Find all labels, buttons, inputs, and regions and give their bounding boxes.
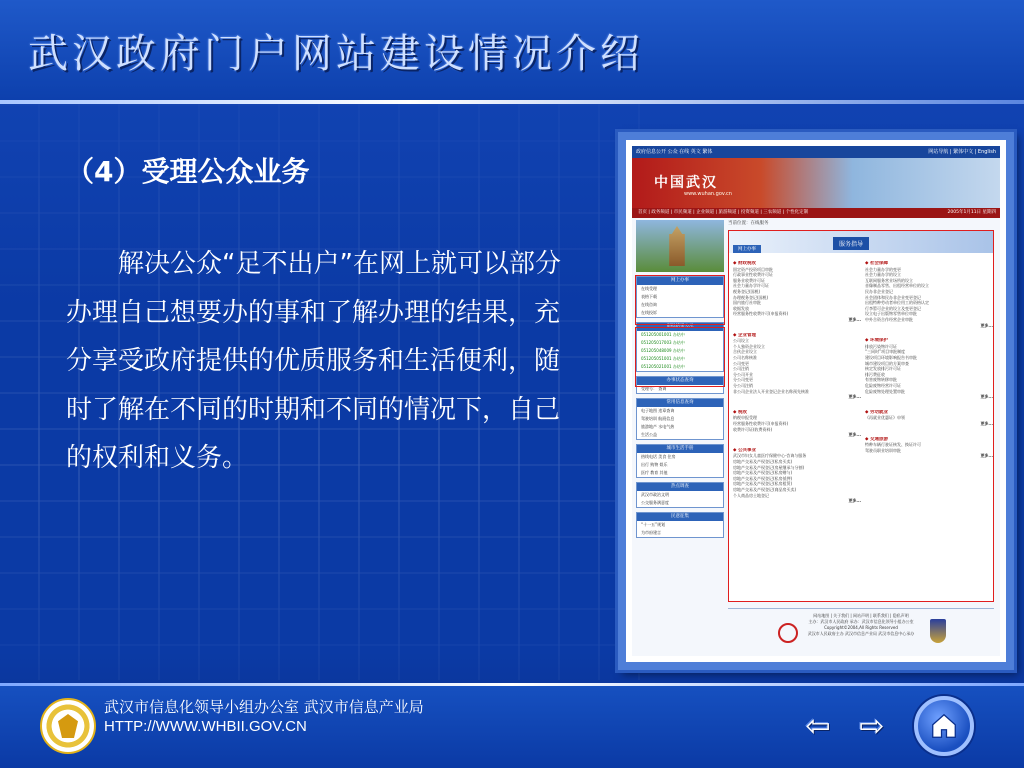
- site-left-panel-row[interactable]: 051205017003 办结中: [641, 340, 685, 345]
- service-section-title: ◆ 企业管理: [733, 332, 757, 338]
- site-nav-links[interactable]: 首页 | 政务频道 | 市民频道 | 企业频道 | 旅游频道 | 投资频道 | 三农频道 | 个性化定制: [638, 210, 809, 215]
- site-left-panel-title: 网上办事: [637, 277, 723, 285]
- website-screenshot-frame: [618, 132, 1014, 670]
- site-left-panel-title: 常用信息查询: [637, 399, 723, 407]
- site-top-right[interactable]: 网站导航 | 繁体中文 | English: [928, 149, 996, 155]
- site-left-panel-title: 办事状态查询: [637, 377, 723, 385]
- service-link[interactable]: “三同时”项目审批制度: [865, 349, 906, 355]
- service-link[interactable]: 中外合资合作经营企业审批: [865, 316, 913, 322]
- service-link[interactable]: 公司设立: [733, 338, 749, 344]
- site-left-panel-row[interactable]: 051205048009 办结中: [641, 348, 685, 353]
- service-section: [865, 338, 993, 400]
- service-link[interactable]: 行政事业性收费许可证: [733, 272, 773, 278]
- service-link[interactable]: 经营服务性收费许可(申报资料): [733, 420, 789, 426]
- site-left-panel-row[interactable]: 电子地图 违章查询: [641, 408, 675, 413]
- site-left-column: [636, 220, 724, 580]
- service-section-title: ◆ 劳动就业: [865, 409, 889, 415]
- service-link[interactable]: 《再就业优惠证》申领: [865, 415, 905, 421]
- site-left-panel-row[interactable]: 051205051001 办结中: [641, 356, 685, 361]
- site-footer-line: 武汉市人民政府主办 武汉市信息产业局 武汉市信息中心承办: [807, 631, 915, 636]
- service-link[interactable]: 城市建设项目的方案审查: [865, 360, 909, 366]
- header-bar: [0, 0, 1024, 100]
- service-link[interactable]: 互联网服务营业场所的设立: [865, 277, 913, 283]
- service-link[interactable]: 房地产交易及产权登记(房屋继承与分割): [733, 464, 805, 470]
- service-section-title: ◆ 社会保障: [865, 261, 889, 266]
- service-link[interactable]: 武汉市妇女儿童医疗保健中心·咨询与服务: [733, 453, 807, 459]
- site-left-panel-row[interactable]: 在线受理: [641, 286, 657, 291]
- service-section-title: ◆ 环境保护: [865, 338, 889, 344]
- site-left-panel-row[interactable]: 驾驶培训 航班信息: [641, 416, 675, 421]
- footer-url[interactable]: HTTP://WWW.WHBII.GOV.CN: [104, 718, 307, 735]
- more-link[interactable]: 更多...: [848, 498, 861, 504]
- service-link[interactable]: 行李暂可企业的设立及变更登记: [865, 305, 921, 311]
- service-tab[interactable]: 网上办事: [733, 245, 761, 253]
- service-section-title: ◆ 公共事业: [733, 447, 757, 453]
- service-link[interactable]: 国内旅行社审批: [733, 300, 761, 306]
- site-footer-emblem-left: [778, 623, 798, 643]
- service-link[interactable]: 社会力量办学的设立: [865, 272, 901, 278]
- site-left-panel-row[interactable]: 热线电话 美食 住房: [641, 454, 676, 459]
- more-link[interactable]: 更多...: [980, 420, 993, 426]
- site-left-panel-row[interactable]: 为市府建言: [641, 530, 661, 535]
- service-link[interactable]: 有害废物转移审批: [865, 377, 897, 383]
- service-link[interactable]: 房地产交易及产权登记(私房买卖): [733, 458, 793, 464]
- service-section-title: ◆ 交通旅游: [865, 436, 889, 442]
- service-section: [733, 261, 861, 323]
- service-link[interactable]: 房地产交易及产权登记(私房抵押): [733, 475, 793, 481]
- site-footer-line: 网站地图 | 关于我们 | 网站声明 | 联系我们 | 隐私声明: [813, 613, 909, 618]
- site-left-panel-row[interactable]: 在线投诉: [641, 310, 657, 315]
- site-footer-line: 主办：武汉市人民政府 承办：武汉市信息化领导小组办公室: [808, 619, 914, 624]
- site-left-panel-row[interactable]: 051205001001 办结中: [641, 332, 685, 337]
- site-left-panel-row[interactable]: 受理号： 查询: [641, 386, 667, 391]
- service-link[interactable]: 设立电子出版物零售单位审批: [865, 311, 917, 317]
- service-link[interactable]: 出租特种劳动者单位用工的资格认定: [865, 300, 929, 306]
- site-footer-emblem-right: [930, 619, 946, 643]
- more-link[interactable]: 更多...: [980, 394, 993, 400]
- more-link[interactable]: 更多...: [848, 316, 861, 322]
- service-link[interactable]: 核定发放排污许可证: [865, 366, 901, 372]
- service-link[interactable]: 特种车辆行驶证核发、换证许可: [865, 442, 921, 448]
- site-top-links[interactable]: 政府信息公开 公众 在线 英文 繁体: [636, 149, 713, 155]
- service-link[interactable]: 纳税申报受理: [733, 415, 757, 421]
- more-link[interactable]: 更多...: [848, 394, 861, 400]
- service-section: [865, 410, 993, 427]
- arrow-right-icon[interactable]: ⇨: [859, 709, 885, 744]
- site-left-panel: [636, 444, 724, 478]
- site-logo[interactable]: 中国武汉: [654, 175, 718, 191]
- service-link[interactable]: 危险废物处理处置审批: [865, 388, 905, 394]
- service-link[interactable]: 驾驶员职业培训审批: [865, 447, 901, 453]
- service-link[interactable]: 分公司注销: [733, 382, 753, 388]
- service-link[interactable]: 排污费征收: [865, 371, 885, 377]
- site-left-panel-row[interactable]: 生活公益: [641, 432, 657, 437]
- section-heading: （4）受理公众业务: [66, 155, 310, 188]
- service-link[interactable]: 危险废物经营许可证: [865, 382, 901, 388]
- service-link[interactable]: 分公司变更: [733, 377, 753, 383]
- site-left-panel-row[interactable]: 公交服务满意度: [641, 500, 669, 505]
- service-link[interactable]: 个人商品房土地登记: [733, 492, 769, 498]
- site-nav: [632, 208, 1000, 218]
- site-footer-line: Copyright©2004,All Rights Reserved: [824, 625, 898, 630]
- site-top-bar: [632, 146, 1000, 158]
- site-left-panel-title: 城市生活手册: [637, 445, 723, 453]
- site-left-panel: [636, 512, 724, 538]
- service-link[interactable]: 个人独资企业设立: [733, 343, 765, 349]
- service-link[interactable]: 固定资产投资项目审批: [733, 266, 773, 272]
- arrow-left-icon[interactable]: ⇦: [805, 709, 831, 744]
- service-section: [865, 261, 993, 328]
- emblem-logo-icon: [40, 698, 96, 754]
- site-left-panel-row[interactable]: 出行 购物 娱乐: [641, 462, 668, 467]
- left-highlight-box-1: [635, 275, 725, 325]
- service-link[interactable]: 分公司开业: [733, 371, 753, 377]
- site-left-panel-row[interactable]: 051205021001 办结中: [641, 364, 685, 369]
- home-glyph: [929, 711, 959, 741]
- service-header: [729, 231, 993, 253]
- service-link[interactable]: 房地产交易及产权登记(商品房买卖): [733, 486, 797, 492]
- service-section-title: ◆ 财政税收: [733, 261, 757, 266]
- site-date: 2005年1月11日 星期四: [947, 210, 996, 215]
- service-link[interactable]: 办理税务登记(国税): [733, 294, 769, 300]
- service-link[interactable]: 合伙企业设立: [733, 349, 757, 355]
- site-footer: [728, 608, 994, 654]
- site-left-panel-row[interactable]: 旅游地产 水电气热: [641, 424, 675, 429]
- yellow-crane-tower-image: [636, 220, 724, 272]
- site-left-panel-row[interactable]: “十一五”规划: [641, 522, 666, 527]
- left-highlight-box-2: [635, 327, 725, 387]
- service-link[interactable]: 社会力量办学的变更: [865, 266, 901, 272]
- service-link[interactable]: 社会团体和民办非企业变更登记: [865, 294, 921, 300]
- service-link[interactable]: 建设项目环境影响报告书审批: [865, 354, 917, 360]
- site-left-panel-title: 热点调查: [637, 483, 723, 491]
- service-link[interactable]: 公司注销: [733, 366, 749, 372]
- website-screenshot: [632, 146, 1000, 656]
- site-left-panel: [636, 398, 724, 440]
- footer-organization: 武汉市信息化领导小组办公室 武汉市信息产业局: [104, 698, 424, 716]
- site-left-panel-row[interactable]: 医疗 教育 其他: [641, 470, 668, 475]
- service-section-title: ◆ 税收: [733, 409, 748, 415]
- service-link[interactable]: 公司变更: [733, 360, 749, 366]
- site-url: www.wuhan.gov.cn: [684, 191, 732, 197]
- service-title: 服务指导: [833, 237, 869, 250]
- service-section: [733, 333, 861, 400]
- more-link[interactable]: 更多...: [980, 322, 993, 328]
- service-link[interactable]: 民办非企业登记: [865, 288, 893, 294]
- site-service-panel: [728, 230, 994, 602]
- service-section: [733, 448, 861, 504]
- more-link[interactable]: 更多...: [848, 432, 861, 438]
- site-left-panel-row[interactable]: 表格下载: [641, 294, 657, 299]
- service-link[interactable]: 非公司企业法人开业登记企业名称预先核准: [733, 388, 809, 394]
- site-left-panel-title: 审批结果公示: [637, 323, 723, 331]
- slide-title: 武汉政府门户网站建设情况介绍: [28, 31, 644, 77]
- service-link[interactable]: 房地产交易及产权登记(私房赠与): [733, 470, 793, 476]
- service-link[interactable]: 收费许可证(收费资料): [733, 426, 773, 432]
- home-icon[interactable]: [914, 696, 974, 756]
- site-left-panel-row[interactable]: 在线咨询: [641, 302, 657, 307]
- service-link[interactable]: 房地产交易及产权登记(私房租赁): [733, 481, 793, 487]
- body-paragraph: 解决公众“足不出户”在网上就可以部分办理自己想要办的事和了解办理的结果，充分享受政府提供的优质服务和生活便利，随时了解在不同的时期和不同的情况下，自己的权利和义务。: [66, 249, 561, 473]
- site-left-panel-title: 民意征集: [637, 513, 723, 521]
- service-section: [733, 410, 861, 438]
- service-link[interactable]: 服务业收费许可证: [733, 277, 765, 283]
- service-link[interactable]: 排放污染物许可证: [865, 343, 897, 349]
- site-left-panel-row[interactable]: 武汉市政治文明: [641, 492, 669, 497]
- service-link[interactable]: 税务登记(国税): [733, 288, 761, 294]
- service-section: [865, 437, 993, 459]
- more-link[interactable]: 更多...: [980, 453, 993, 459]
- service-link[interactable]: 公司名称核准: [733, 354, 757, 360]
- site-breadcrumb: 当前位置：在线服务: [728, 221, 769, 226]
- service-link[interactable]: 收据发放: [733, 305, 749, 311]
- service-link[interactable]: 音像制品零售、出租经营单位的设立: [865, 283, 929, 289]
- site-left-panel: [636, 482, 724, 508]
- service-link[interactable]: 社会力量办学许可证: [733, 283, 769, 289]
- site-banner: [632, 158, 1000, 208]
- service-link[interactable]: 经营服务性收费许可(申报资料): [733, 311, 789, 317]
- site-footer-lines: [728, 613, 994, 637]
